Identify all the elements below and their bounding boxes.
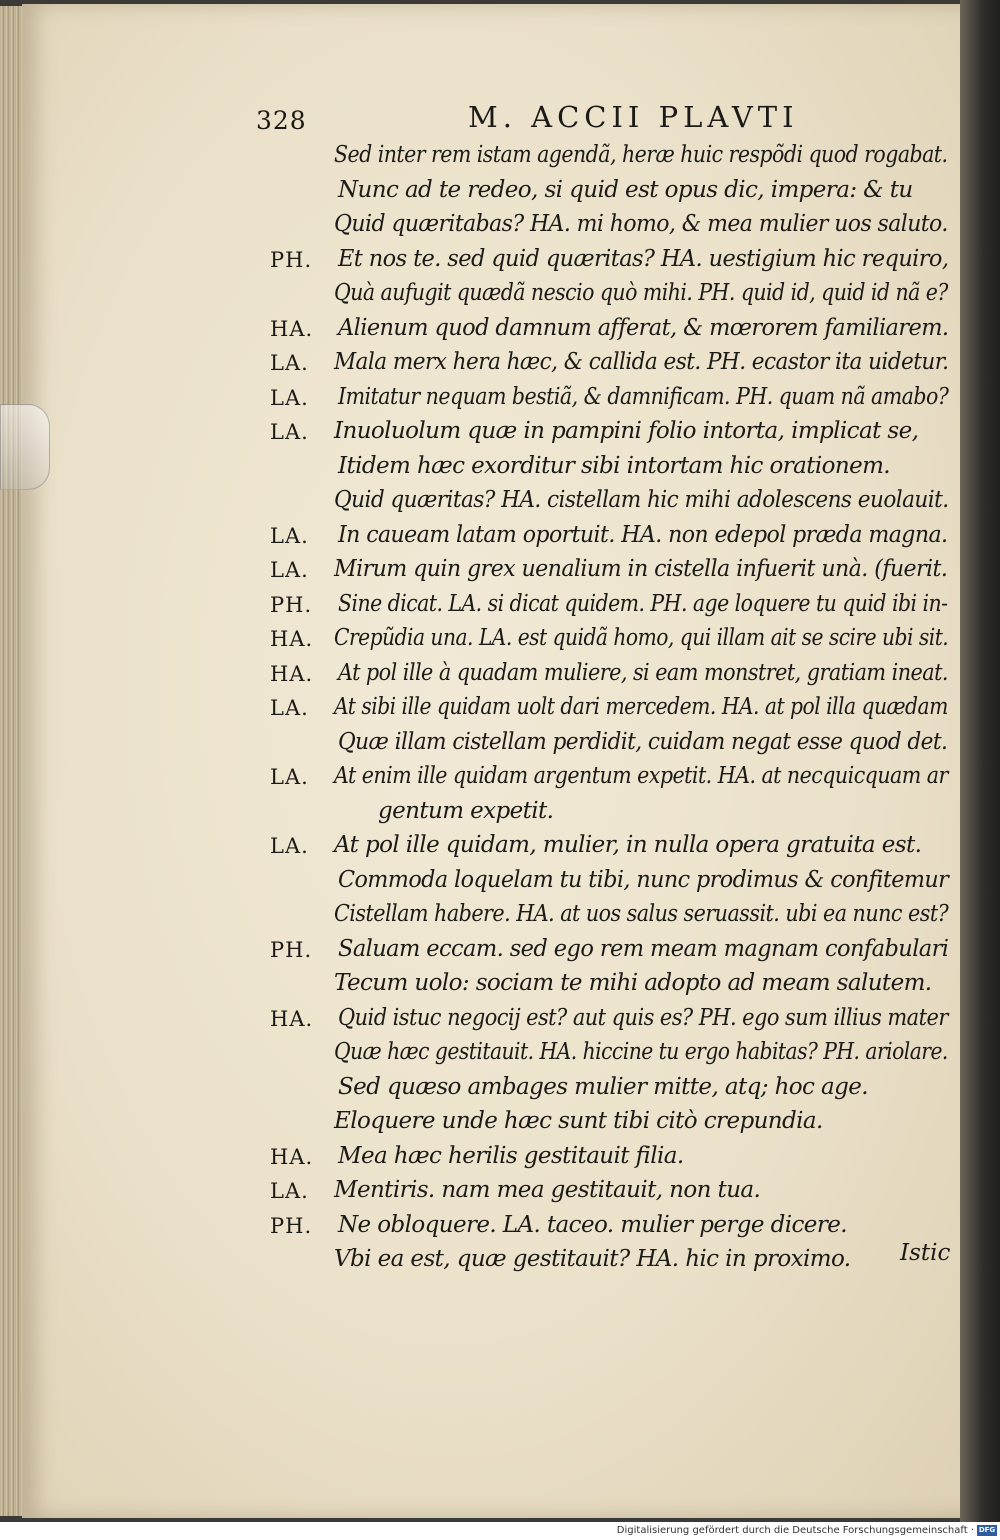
verse-line (0, 282, 960, 318)
verse-line (0, 728, 960, 767)
verse-text: At enim ille quidam argentum expetit. HA. at necquicquam ar (334, 763, 948, 789)
verse-line (0, 935, 960, 974)
verse-text: Saluam eccam. sed ego rem meam magnam confabulari (338, 935, 949, 962)
verse-line (0, 558, 960, 594)
dfg-logo: DFG (978, 1526, 996, 1534)
verse-text: Quæ hæc gestitauit. HA. hiccine tu ergo habitas? PH. ariolare. (334, 1039, 948, 1065)
verse-line (0, 245, 960, 284)
running-head: M. ACCII PLAVTI (468, 100, 799, 134)
verse-line (0, 1041, 960, 1077)
page-number: 328 (256, 106, 307, 135)
speaker-label: HA. (270, 316, 314, 341)
verse-text: At pol ille quidam, mulier, in nulla opera gratuita est. (334, 832, 922, 858)
verse-text: Mirum quin grex uenalium in cistella infuerit unà. (fuerit. (334, 556, 948, 582)
book-gutter (960, 0, 1000, 1522)
verse-text: Sed quæso ambages mulier mitte, atq; hoc age. (338, 1073, 869, 1100)
speaker-label: LA. (270, 385, 309, 410)
speaker-label: LA. (270, 558, 309, 582)
verse-text: Eloquere unde hæc sunt tibi citò crepundia. (334, 1108, 823, 1134)
verse-line (0, 1004, 960, 1043)
speaker-label: HA. (270, 1144, 314, 1169)
verse-text: Quæ illam cistellam perdidit, cuidam negat esse quod det. (338, 728, 948, 755)
footer (0, 1522, 1000, 1540)
speaker-label: LA. (270, 420, 309, 444)
speaker-label: HA. (270, 627, 314, 651)
verse-line (0, 213, 960, 249)
verse-text: Ne obloquere. LA. taceo. mulier perge dicere. (338, 1211, 847, 1238)
verse-text: Commoda loquelam tu tibi, nunc prodimus & confitemur (338, 866, 949, 893)
verse-text: Vbi ea est, quæ gestitauit? HA. hic in proximo. (334, 1246, 851, 1272)
verse-text: Imitatur nequam bestiã, & damnificam. PH. quam nã amabo? (338, 383, 949, 410)
verse-line (0, 351, 960, 387)
speaker-label: LA. (270, 834, 309, 858)
speaker-label: PH. (270, 937, 313, 962)
verse-line (0, 1179, 960, 1215)
verse-text: Sed inter rem istam agendã, heræ huic respõdi quod rogabat. (334, 142, 948, 168)
verse-text: Quid quæritabas? HA. mi homo, & mea mulier uos saluto. (334, 211, 948, 237)
verse-text: Itidem hæc exorditur sibi intortam hic orationem. (338, 452, 891, 479)
verse-line (0, 144, 960, 180)
speaker-label: LA. (270, 351, 309, 375)
verse-line (0, 834, 960, 870)
verse-line (0, 1110, 960, 1146)
verse-line (0, 1211, 960, 1250)
verse-line (0, 797, 960, 836)
speaker-label: LA. (270, 696, 309, 720)
verse-line (0, 383, 960, 422)
verse-text: At sibi ille quidam uolt dari mercedem. HA. at pol illa quædam (334, 694, 948, 720)
verse-text: In caueam latam oportuit. HA. non edepol præda magna. (338, 521, 948, 548)
speaker-label: PH. (270, 247, 313, 272)
verse-text: Mea hæc herilis gestitauit filia. (338, 1142, 684, 1169)
verse-line (0, 659, 960, 698)
speaker-label: HA. (270, 1006, 314, 1031)
verse-line (0, 765, 960, 801)
catchword: Istic (900, 1240, 951, 1266)
verse-text: Mentiris. nam mea gestitauit, non tua. (334, 1177, 761, 1203)
verse-text: Inuoluolum quæ in pampini folio intorta, implicat se, (334, 418, 919, 444)
verse-text: At pol ille à quadam muliere, si eam monstret, gratiam ineat. (338, 659, 948, 686)
verse-text: Tecum uolo: sociam te mihi adopto ad meam salutem. (334, 970, 932, 996)
verse-line (0, 696, 960, 732)
verse-line (0, 1142, 960, 1181)
verse-text: gentum expetit. (378, 797, 554, 824)
verse-text: Sine dicat. LA. si dicat quidem. PH. age loquere tu quid ibi in- (338, 590, 948, 617)
verse-line (0, 420, 960, 456)
verse-text: Cistellam habere. HA. at uos salus seruassit. ubi ea nunc est? (334, 901, 949, 927)
speaker-label: HA. (270, 661, 314, 686)
verse-line (0, 590, 960, 629)
speaker-label: LA. (270, 765, 309, 789)
footer-credit: Digitalisierung gefördert durch die Deutsche Forschungsgemeinschaft · (616, 1525, 974, 1536)
verse-text: Quà aufugit quædã nescio quò mihi. PH. quid id, quid id nã e? (334, 280, 948, 306)
verse-text: Mala merx hera hæc, & callida est. PH. ecastor ita uidetur. (334, 349, 949, 375)
speaker-label: LA. (270, 523, 309, 548)
speaker-label: PH. (270, 592, 313, 617)
verse-line (0, 176, 960, 215)
verse-line (0, 521, 960, 560)
verse-text: Quid istuc negocij est? aut quis es? PH. ego sum illius mater (338, 1004, 948, 1031)
verse-line (0, 627, 960, 663)
verse-line (0, 972, 960, 1008)
verse-text: Crepũdia una. LA. est quidã homo, qui illam ait se scire ubi sit. (334, 625, 949, 651)
verse-text: Alienum quod damnum afferat, & mœrorem familiarem. (338, 314, 949, 341)
verse-line (0, 903, 960, 939)
verse-text: Nunc ad te redeo, si quid est opus dic, impera: & tu (338, 176, 913, 203)
speaker-label: PH. (270, 1213, 313, 1238)
verse-line (0, 452, 960, 491)
verse-line (0, 489, 960, 525)
verse-line (0, 866, 960, 905)
verse-text: Quid quæritas? HA. cistellam hic mihi adolescens euolauit. (334, 487, 949, 513)
speaker-label: LA. (270, 1179, 309, 1203)
verse-line (0, 314, 960, 353)
verse-text: Et nos te. sed quid quæritas? HA. uestigium hic requiro, (338, 245, 949, 272)
verse-line (0, 1073, 960, 1112)
verse-line (0, 1248, 960, 1284)
